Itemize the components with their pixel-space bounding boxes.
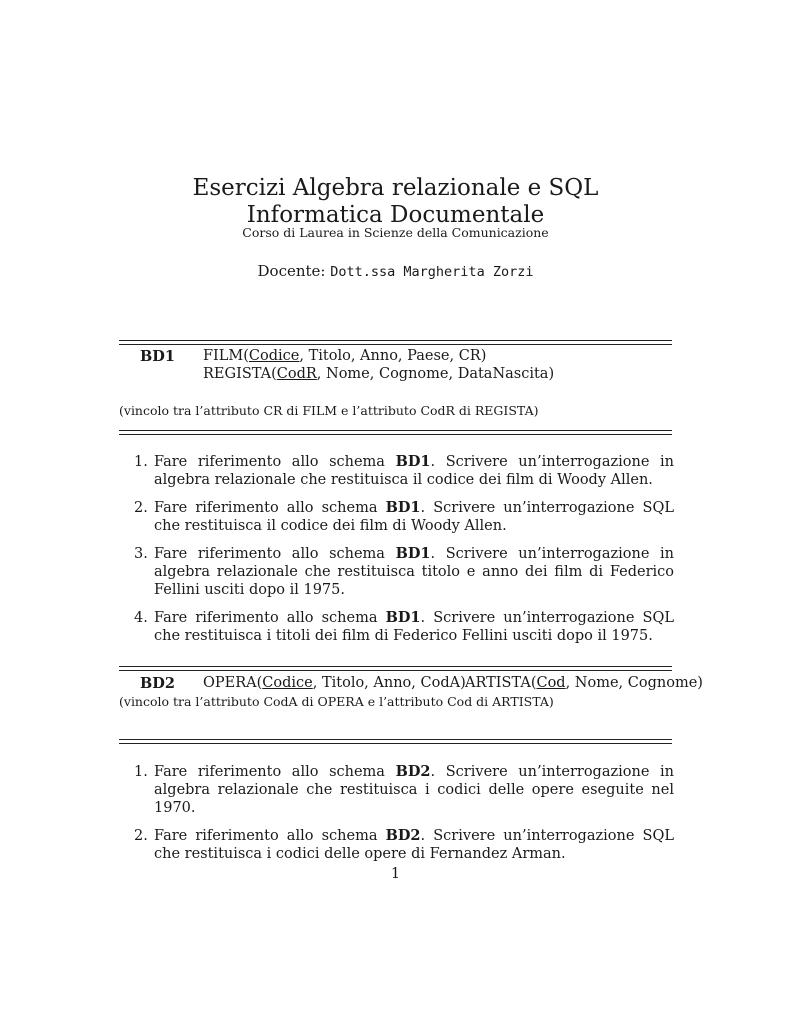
list-item: 2. Fare riferimento allo schema BD1. Scrivere un’interrogazione SQL che restituisca il codice dei film di Woody Allen. xyxy=(134,499,674,534)
list-item: 2. Fare riferimento allo schema BD2. Scrivere un’interrogazione SQL che restituisca i codici delle opere di Fernandez Arman. xyxy=(134,827,674,862)
relation-regista: REGISTA(CodR, Nome, Cognome, DataNascita) xyxy=(203,366,555,382)
primary-key: Codice xyxy=(262,675,313,691)
divider-bd1-bottom xyxy=(119,430,672,435)
list-item: 4. Fare riferimento allo schema BD1. Scrivere un’interrogazione SQL che restituisca i titoli dei film di Federico Fellini usciti dopo il 1975. xyxy=(134,609,674,644)
exercise-list-bd2 xyxy=(134,763,674,863)
constraint-note-bd1: (vincolo tra l’attributo CR di FILM e l’attributo CodR di REGISTA) xyxy=(119,403,539,418)
instructor-name: Dott.ssa Margherita Zorzi xyxy=(330,264,534,280)
relation-artista: ARTISTA(Cod, Nome, Cognome) xyxy=(465,675,703,691)
instructor-label: Docente: xyxy=(257,262,326,280)
divider-bd2-bottom xyxy=(119,739,672,744)
list-item: 1. Fare riferimento allo schema BD2. Scrivere un’interrogazione in algebra relazionale che restituisca i codici delle opere eseguite nel 1970. xyxy=(134,763,675,816)
primary-key: Cod xyxy=(536,675,566,691)
page-number: 1 xyxy=(390,866,401,882)
schema-label-bd2: BD2 xyxy=(140,675,175,692)
instructor-line xyxy=(0,262,791,280)
document-title: Esercizi Algebra relazionale e SQL xyxy=(192,175,599,201)
degree-program: Corso di Laurea in Scienze della Comunicazione xyxy=(242,225,549,240)
exercise-list-bd1 xyxy=(134,453,674,645)
constraint-note-bd2: (vincolo tra l’attributo CodA di OPERA e l’attributo Cod di ARTISTA) xyxy=(119,694,554,709)
schema-label-bd1: BD1 xyxy=(140,348,175,365)
primary-key: Codice xyxy=(248,348,300,364)
list-item: 3. Fare riferimento allo schema BD1. Scrivere un’interrogazione in algebra relazionale che restituisca titolo e anno dei film di Federico Fellini usciti dopo il 1975. xyxy=(134,545,675,598)
list-item: 1. Fare riferimento allo schema BD1. Scrivere un’interrogazione in algebra relazionale che restituisca il codice dei film di Woody Allen. xyxy=(134,453,675,488)
primary-key: CodR xyxy=(276,366,317,382)
relation-opera: OPERA(Codice, Titolo, Anno, CodA) xyxy=(203,675,466,691)
divider-bd2-top xyxy=(119,666,672,671)
document-subtitle-course: Informatica Documentale xyxy=(246,202,545,228)
relation-film: FILM(Codice, Titolo, Anno, Paese, CR) xyxy=(203,348,487,364)
divider-bd1-top xyxy=(119,340,672,345)
